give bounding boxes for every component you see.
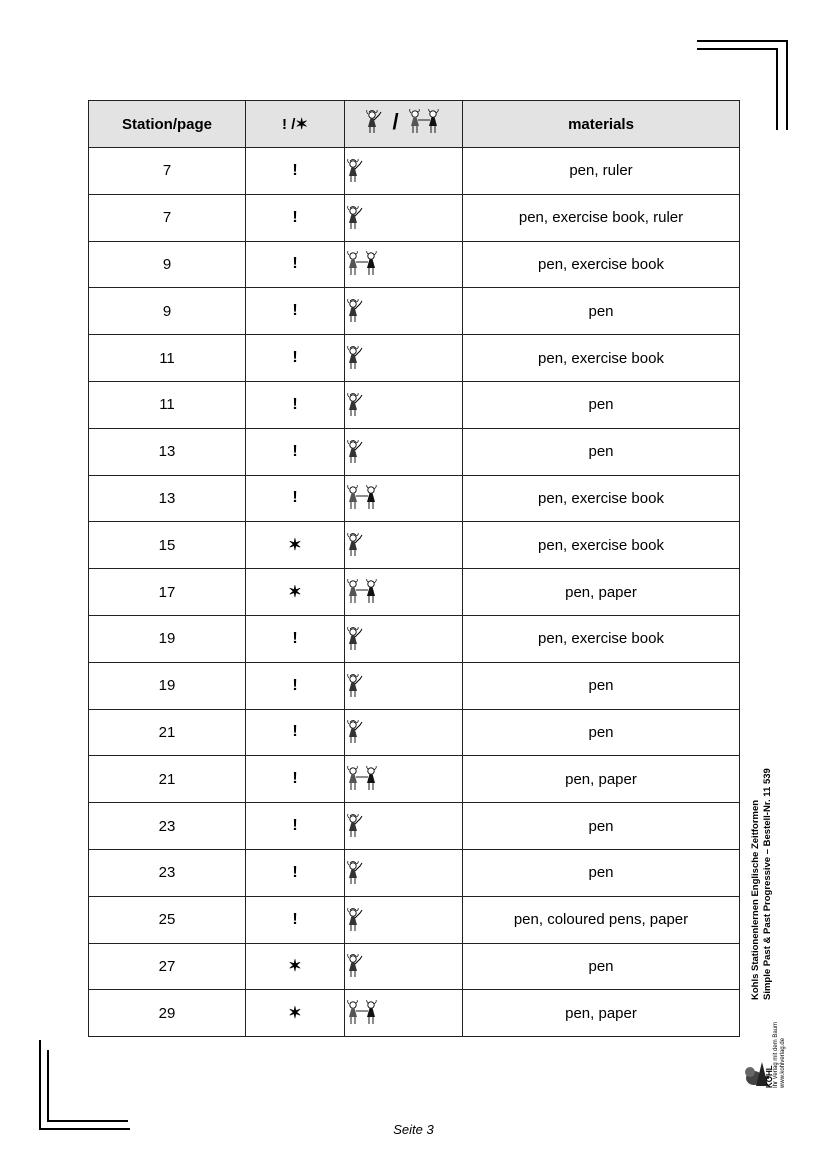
single-work-icon xyxy=(345,158,462,184)
materials-cell: pen xyxy=(463,381,740,428)
station-page-cell: 17 xyxy=(89,569,246,616)
table-row xyxy=(89,241,740,288)
station-page-cell: 21 xyxy=(89,709,246,756)
materials-cell: pen, exercise book, ruler xyxy=(463,194,740,241)
station-page-cell: 7 xyxy=(89,148,246,195)
table-row xyxy=(89,615,740,662)
single-work-icon xyxy=(345,626,462,652)
table-row xyxy=(89,194,740,241)
materials-cell: pen, exercise book xyxy=(463,522,740,569)
work-form-cell xyxy=(345,849,463,896)
single-work-icon xyxy=(345,392,462,418)
table-row xyxy=(89,943,740,990)
materials-cell: pen, exercise book xyxy=(463,335,740,382)
table-row xyxy=(89,709,740,756)
publisher-brand: KOHL xyxy=(765,1065,774,1088)
materials-cell: pen xyxy=(463,849,740,896)
station-page-cell: 23 xyxy=(89,849,246,896)
materials-cell: pen, exercise book xyxy=(463,241,740,288)
corner-line-bottom-v1 xyxy=(39,1040,41,1130)
station-page-cell: 25 xyxy=(89,896,246,943)
materials-cell: pen xyxy=(463,662,740,709)
single-work-icon xyxy=(345,205,462,231)
task-type-cell: ! xyxy=(246,194,345,241)
materials-cell: pen, coloured pens, paper xyxy=(463,896,740,943)
materials-cell: pen xyxy=(463,428,740,475)
task-type-cell: ! xyxy=(246,241,345,288)
work-form-cell xyxy=(345,615,463,662)
page-number: Seite 3 xyxy=(393,1122,434,1137)
task-type-cell: ! xyxy=(246,428,345,475)
pair-work-icon xyxy=(345,251,462,277)
station-page-cell: 19 xyxy=(89,615,246,662)
work-form-cell xyxy=(345,148,463,195)
station-page-cell: 9 xyxy=(89,288,246,335)
work-form-cell xyxy=(345,335,463,382)
publisher-url: www.kohlverlag.de xyxy=(780,1037,786,1088)
corner-line-top-v1 xyxy=(786,40,788,130)
header-station-page: Station/page xyxy=(89,101,246,148)
table-row xyxy=(89,569,740,616)
single-work-icon xyxy=(345,673,462,699)
task-type-cell: ✶ xyxy=(246,522,345,569)
work-form-cell xyxy=(345,288,463,335)
materials-cell: pen xyxy=(463,709,740,756)
task-type-cell: ! xyxy=(246,381,345,428)
corner-line-bottom-v2 xyxy=(47,1050,49,1122)
table-row xyxy=(89,381,740,428)
work-form-cell xyxy=(345,428,463,475)
station-page-cell: 9 xyxy=(89,241,246,288)
single-work-icon xyxy=(345,860,462,886)
table-row xyxy=(89,288,740,335)
materials-cell: pen xyxy=(463,803,740,850)
task-type-cell: ✶ xyxy=(246,569,345,616)
table-row xyxy=(89,522,740,569)
work-form-cell xyxy=(345,709,463,756)
table-row xyxy=(89,662,740,709)
materials-cell: pen, paper xyxy=(463,990,740,1037)
work-form-cell xyxy=(345,896,463,943)
single-work-icon xyxy=(364,109,384,135)
materials-cell: pen xyxy=(463,943,740,990)
table-body xyxy=(89,148,740,1037)
table-row xyxy=(89,849,740,896)
pair-work-icon xyxy=(345,485,462,511)
station-page-cell: 29 xyxy=(89,990,246,1037)
publisher-tagline: Ihr Verlag mit dem Baum xyxy=(773,1021,779,1088)
task-type-cell: ! xyxy=(246,803,345,850)
sidebar-order-line: Simple Past & Past Progressive – Bestell-Nr. 11 539 xyxy=(762,768,773,1000)
single-work-icon xyxy=(345,345,462,371)
header-materials: materials xyxy=(463,101,740,148)
task-type-cell: ✶ xyxy=(246,943,345,990)
work-form-cell xyxy=(345,475,463,522)
station-page-cell: 11 xyxy=(89,335,246,382)
station-page-cell: 23 xyxy=(89,803,246,850)
single-work-icon xyxy=(345,953,462,979)
work-form-cell xyxy=(345,756,463,803)
work-form-cell xyxy=(345,241,463,288)
station-page-cell: 13 xyxy=(89,428,246,475)
table-row xyxy=(89,990,740,1037)
work-form-cell xyxy=(345,990,463,1037)
table-row xyxy=(89,475,740,522)
station-page-cell: 13 xyxy=(89,475,246,522)
materials-cell: pen, ruler xyxy=(463,148,740,195)
sidebar-publication-info xyxy=(750,670,774,1000)
single-work-icon xyxy=(345,298,462,324)
table-row xyxy=(89,803,740,850)
single-work-icon xyxy=(345,907,462,933)
work-form-cell xyxy=(345,194,463,241)
station-page-cell: 21 xyxy=(89,756,246,803)
sidebar-title-line: Kohls Stationenlernen Englische Zeitformen xyxy=(750,799,761,1000)
station-page-cell: 15 xyxy=(89,522,246,569)
pair-work-icon xyxy=(345,1000,462,1026)
single-work-icon xyxy=(345,439,462,465)
materials-cell: pen, paper xyxy=(463,569,740,616)
header-task-type: ! /✶ xyxy=(246,101,345,148)
work-form-cell xyxy=(345,522,463,569)
table-row xyxy=(89,148,740,195)
single-work-icon xyxy=(345,719,462,745)
pair-work-icon xyxy=(407,109,443,135)
task-type-cell: ✶ xyxy=(246,990,345,1037)
materials-cell: pen xyxy=(463,288,740,335)
pair-work-icon xyxy=(345,579,462,605)
corner-line-top-h2 xyxy=(697,48,778,50)
single-work-icon xyxy=(345,813,462,839)
station-page-cell: 7 xyxy=(89,194,246,241)
stations-table xyxy=(88,100,740,1037)
task-type-cell: ! xyxy=(246,896,345,943)
work-form-cell xyxy=(345,803,463,850)
publisher-logo-text xyxy=(766,1018,787,1088)
station-page-cell: 27 xyxy=(89,943,246,990)
materials-cell: pen, exercise book xyxy=(463,475,740,522)
table-header-row xyxy=(89,101,740,148)
task-type-cell: ! xyxy=(246,709,345,756)
task-type-cell: ! xyxy=(246,335,345,382)
work-form-cell xyxy=(345,569,463,616)
table-row xyxy=(89,428,740,475)
station-page-cell: 19 xyxy=(89,662,246,709)
table-row xyxy=(89,896,740,943)
task-type-cell: ! xyxy=(246,615,345,662)
task-type-cell: ! xyxy=(246,756,345,803)
work-form-cell xyxy=(345,381,463,428)
header-work-icons: / xyxy=(364,109,442,135)
work-form-cell xyxy=(345,662,463,709)
task-type-cell: ! xyxy=(246,662,345,709)
task-type-cell: ! xyxy=(246,475,345,522)
station-page-cell: 11 xyxy=(89,381,246,428)
task-type-cell: ! xyxy=(246,849,345,896)
table-row xyxy=(89,335,740,382)
corner-line-top-v2 xyxy=(776,48,778,130)
table-row xyxy=(89,756,740,803)
task-type-cell: ! xyxy=(246,288,345,335)
corner-line-top-h1 xyxy=(697,40,788,42)
task-type-cell: ! xyxy=(246,148,345,195)
materials-cell: pen, exercise book xyxy=(463,615,740,662)
work-form-cell xyxy=(345,943,463,990)
header-work-form xyxy=(345,101,463,148)
pair-work-icon xyxy=(345,766,462,792)
single-work-icon xyxy=(345,532,462,558)
materials-cell: pen, paper xyxy=(463,756,740,803)
